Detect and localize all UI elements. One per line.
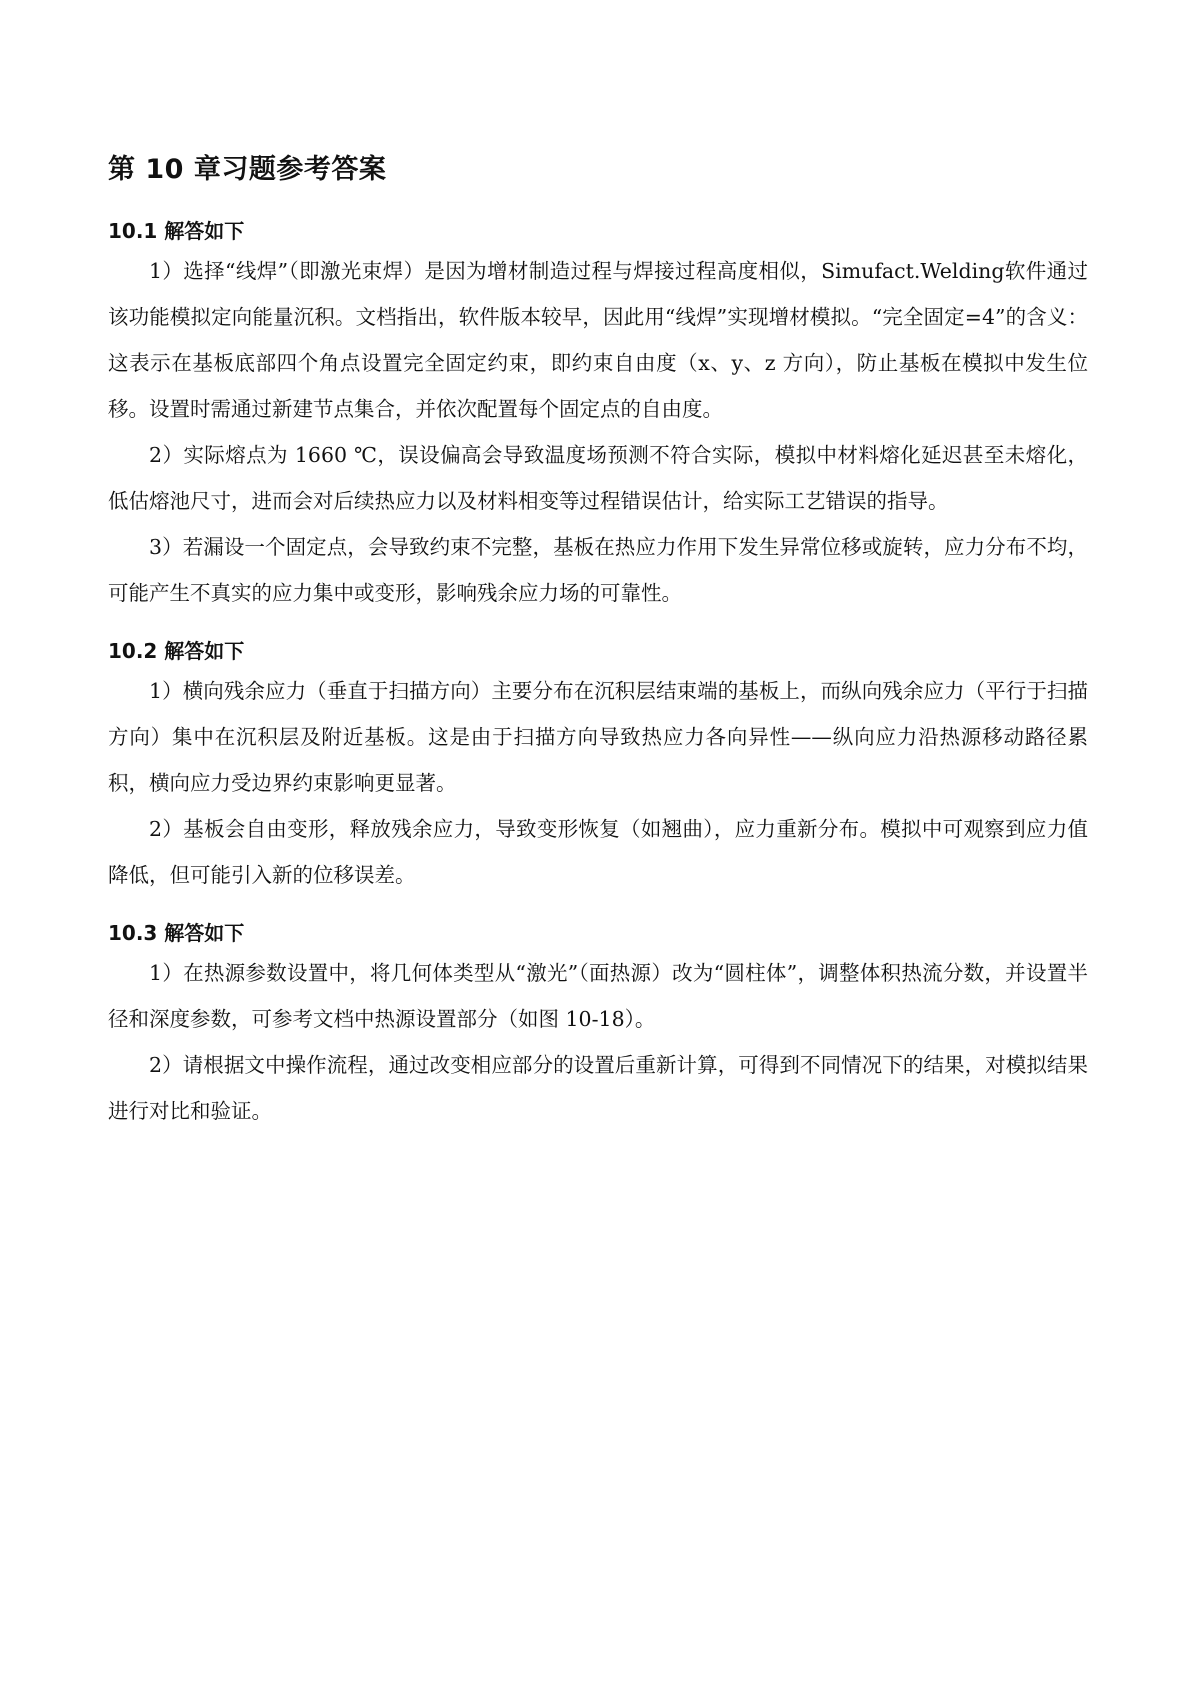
section-10-3 <box>108 920 1088 1134</box>
paragraph: 2）实际熔点为 1660 ℃，误设偏高会导致温度场预测不符合实际，模拟中材料熔化延迟甚至未熔化，低估熔池尺寸，进而会对后续热应力以及材料相变等过程错误估计，给实际工艺错误的指导。 <box>108 443 1088 513</box>
section-10-2 <box>108 638 1088 898</box>
paragraph: 1）横向残余应力（垂直于扫描方向）主要分布在沉积层结束端的基板上，而纵向残余应力（平行于扫描方向）集中在沉积层及附近基板。这是由于扫描方向导致热应力各向异性——纵向应力沿热源移动路径累积，横向应力受边界约束影响更显著。 <box>108 679 1088 795</box>
paragraph: 1）选择“线焊”（即激光束焊）是因为增材制造过程与焊接过程高度相似，Simufact.Welding软件通过该功能模拟定向能量沉积。文档指出，软件版本较早，因此用“线焊”实现增材模拟。“完全固定=4”的含义：这表示在基板底部四个角点设置完全固定约束，即约束自由度（x、y、z 方向），防止基板在模拟中发生位移。设置时需通过新建节点集合，并依次配置每个固定点的自由度。 <box>108 259 1088 421</box>
paragraph: 3）若漏设一个固定点，会导致约束不完整，基板在热应力作用下发生异常位移或旋转，应力分布不均，可能产生不真实的应力集中或变形，影响残余应力场的可靠性。 <box>108 535 1088 605</box>
chapter-title: 第 10 章习题参考答案 <box>108 154 387 185</box>
section-heading: 10.2 解答如下 <box>108 639 245 663</box>
section-10-1 <box>108 218 1088 616</box>
section-heading: 10.3 解答如下 <box>108 921 245 945</box>
paragraph: 1）在热源参数设置中，将几何体类型从“激光”（面热源）改为“圆柱体”，调整体积热流分数，并设置半径和深度参数，可参考文档中热源设置部分（如图 10-18）。 <box>108 961 1088 1031</box>
paragraph: 2）请根据文中操作流程，通过改变相应部分的设置后重新计算，可得到不同情况下的结果，对模拟结果进行对比和验证。 <box>108 1053 1088 1123</box>
section-heading: 10.1 解答如下 <box>108 219 245 243</box>
paragraph: 2）基板会自由变形，释放残余应力，导致变形恢复（如翘曲），应力重新分布。模拟中可观察到应力值降低，但可能引入新的位移误差。 <box>108 817 1088 887</box>
document-page <box>108 150 1088 1156</box>
